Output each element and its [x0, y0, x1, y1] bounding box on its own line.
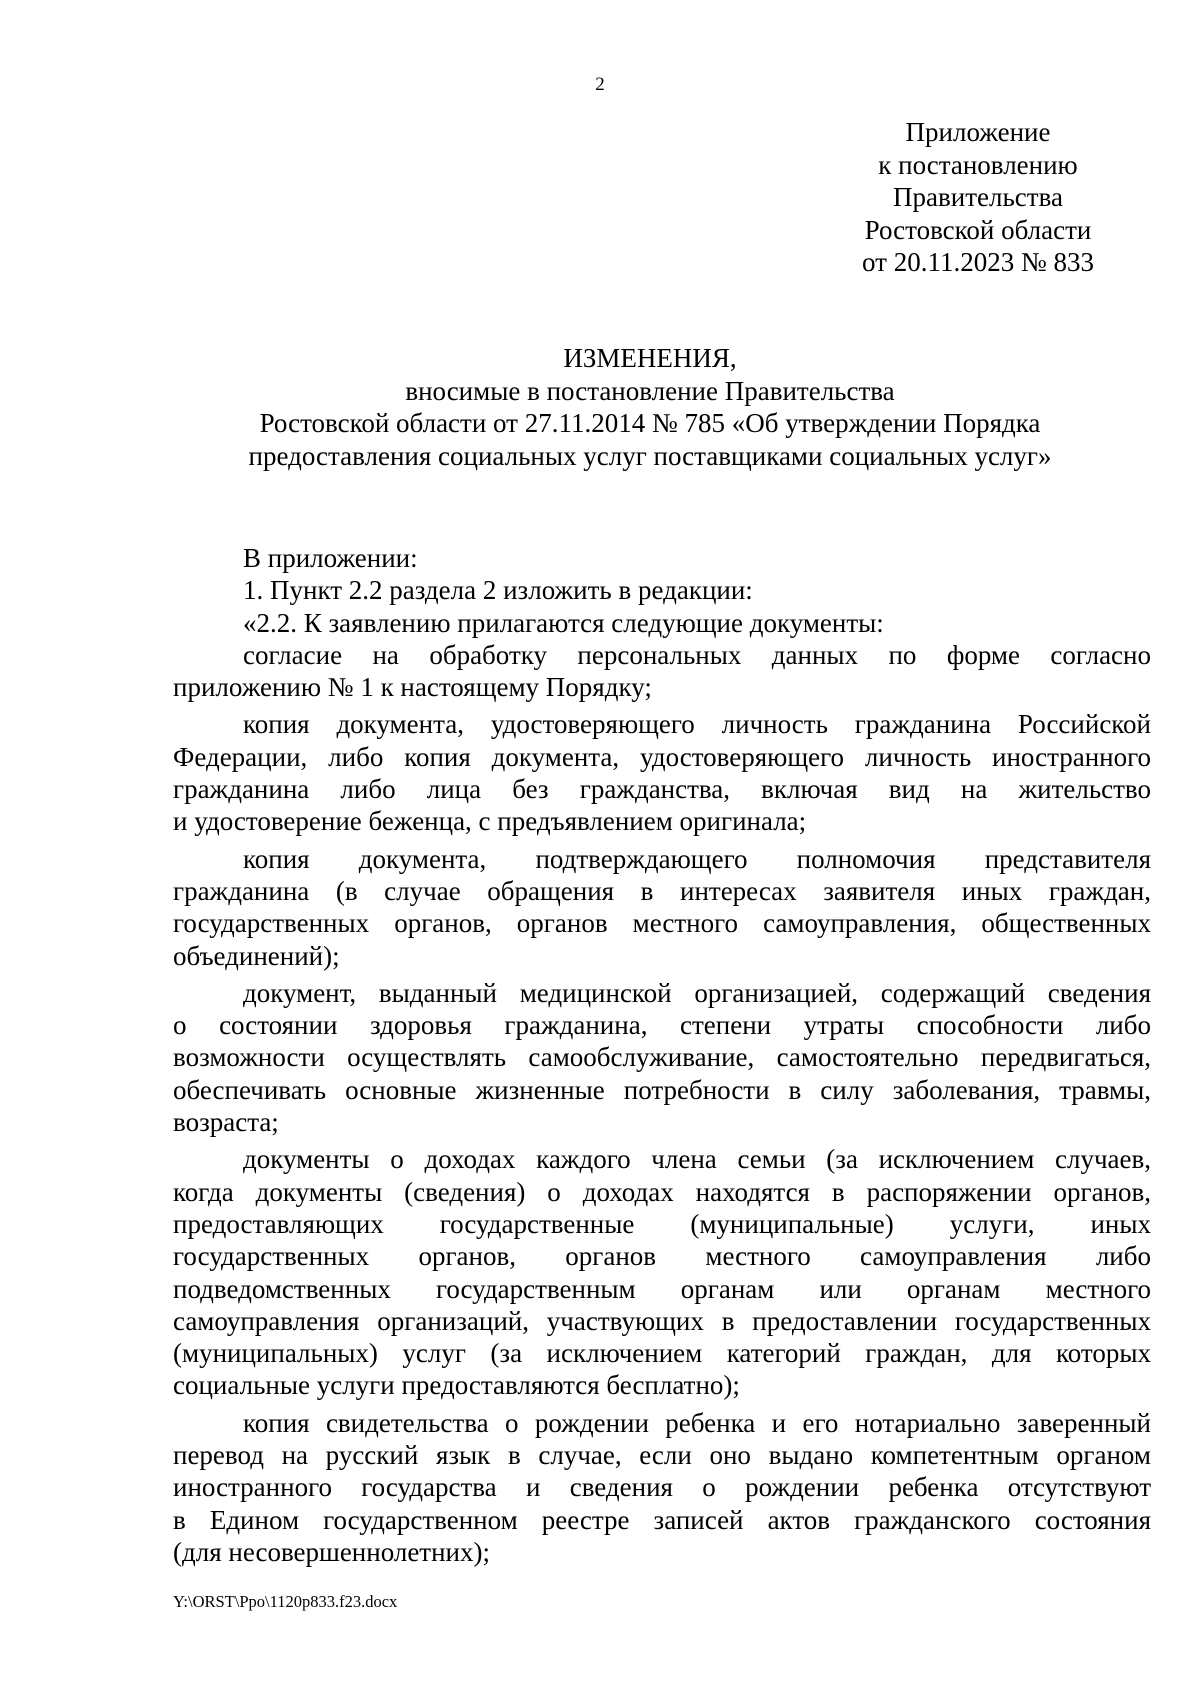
title-line: предоставления социальных услуг поставщиками социальных услуг»: [248, 440, 1052, 471]
paragraph-line: когда документы (сведения) о доходах находятся в распоряжении органов,: [173, 1176, 1151, 1207]
appendix-block: [808, 116, 1148, 279]
paragraph-line: перевод на русский язык в случае, если оно выдано компетентным органом: [173, 1440, 1151, 1471]
paragraph-medical-document: [173, 977, 1151, 1138]
paragraph-line: возможности осуществлять самообслуживание, самостоятельно передвигаться,: [173, 1042, 1151, 1073]
page-number: 2: [595, 74, 605, 95]
title-heading: ИЗМЕНЕНИЯ,: [563, 343, 737, 373]
paragraph-line: объединений);: [173, 940, 340, 971]
paragraph-line: Федерации, либо копия документа, удостоверяющего личность иностранного: [173, 741, 1151, 772]
appendix-line: к постановлению: [878, 149, 1078, 180]
document-title: [150, 342, 1150, 472]
appendix-line: от 20.11.2023 № 833: [862, 247, 1094, 277]
document-body: [173, 542, 1151, 1568]
paragraph-line: гражданина (в случае обращения в интересах заявителя иных граждан,: [173, 875, 1151, 906]
intro-text: В приложении:: [243, 543, 418, 573]
paragraph-line: копия свидетельства о рождении ребенка и его нотариально заверенный: [243, 1407, 1151, 1438]
paragraph-line: самоуправления организаций, участвующих в предоставлении государственных: [173, 1305, 1151, 1336]
paragraph-income-documents: [173, 1143, 1151, 1401]
paragraph-representative-authority: [173, 843, 1151, 972]
paragraph-line: в Едином государственном реестре записей актов гражданского состояния: [173, 1504, 1151, 1535]
point-1-text: 1. Пункт 2.2 раздела 2 изложить в редакции:: [243, 575, 753, 606]
paragraph-line: подведомственных государственным органам или органам местного: [173, 1273, 1151, 1304]
paragraph-line: обеспечивать основные жизненные потребности в силу заболевания, травмы,: [173, 1074, 1151, 1105]
paragraph-line: предоставляющих государственные (муниципальные) услуги, иных: [173, 1208, 1151, 1239]
title-line: Ростовской области от 27.11.2014 № 785 «Об утверждении Порядка: [259, 408, 1041, 438]
title-line: вносимые в постановление Правительства: [405, 375, 895, 406]
paragraph-birth-certificate: [173, 1407, 1151, 1568]
appendix-line: Ростовской области: [864, 214, 1092, 245]
paragraph-line: иностранного государства и сведения о рождении ребенка отсутствуют: [173, 1472, 1151, 1503]
paragraph-line: государственных органов, органов местного самоуправления, общественных: [173, 908, 1151, 939]
paragraph-line: и удостоверение беженца, с предъявлением оригинала;: [173, 806, 807, 837]
paragraph-line: гражданина либо лица без гражданства, включая вид на жительство: [173, 774, 1151, 805]
paragraph-line: согласие на обработку персональных данных по форме согласно: [243, 639, 1151, 670]
paragraph-identity-document: [173, 708, 1151, 837]
paragraph-line: возраста;: [173, 1107, 279, 1138]
paragraph-consent: [173, 639, 1151, 704]
paragraph-line: (муниципальных) услуг (за исключением категорий граждан, для которых: [173, 1338, 1151, 1369]
paragraph-line: государственных органов, органов местного самоуправления либо: [173, 1241, 1151, 1272]
paragraph-line: о состоянии здоровья гражданина, степени утраты способности либо: [173, 1010, 1151, 1041]
paragraph-line: документы о доходах каждого члена семьи (за исключением случаев,: [243, 1144, 1151, 1175]
paragraph-line: (для несовершеннолетних);: [173, 1536, 490, 1567]
paragraph-line: копия документа, удостоверяющего личность гражданина Российской: [243, 709, 1151, 740]
appendix-line: Правительства: [893, 182, 1063, 212]
clause-2-2-text: «2.2. К заявлению прилагаются следующие документы:: [243, 607, 884, 638]
footer-file-path: Y:\ORST\Ppo\1120p833.f23.docx: [173, 1592, 398, 1611]
paragraph-line: социальные услуги предоставляются бесплатно);: [173, 1370, 740, 1401]
paragraph-line: приложению № 1 к настоящему Порядку;: [173, 672, 652, 703]
appendix-line: Приложение: [905, 117, 1051, 147]
paragraph-line: документ, выданный медицинской организацией, содержащий сведения: [243, 977, 1151, 1008]
paragraph-line: копия документа, подтверждающего полномочия представителя: [243, 843, 1151, 874]
